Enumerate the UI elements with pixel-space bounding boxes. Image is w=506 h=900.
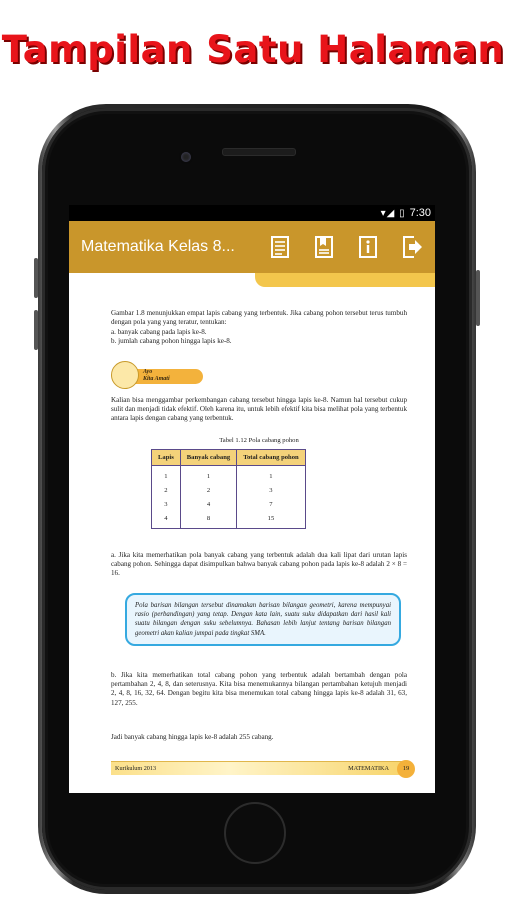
page-footer [111,761,410,775]
exit-button[interactable] [397,232,427,262]
exit-icon [401,235,423,259]
page-number: 19 [397,760,415,778]
status-time: 7:30 [409,207,431,219]
footer-subject: MATEMATIKA [348,765,389,772]
magnifier-icon [111,361,139,389]
point-b-paragraph: b. Jika kita memerhatikan total cabang pohon yang terbentuk adalah bertambah dengan pola pertambahan 2, 4, 8, dan seterusnya. Kita bisa menemukannya bilangan pertambahan ketujuh menjadi 2, 4, 8, 16, 32, 64. Dengan begitu kita bisa menemukan total cabang hingga lapis ke-8 adalah 31, 63, 127, 255. [111,671,407,707]
conclusion-paragraph: Jadi banyak cabang hingga lapis ke-8 adalah 255 cabang. [111,733,274,741]
point-a-paragraph: a. Jika kita memerhatikan pola banyak cabang yang terbentuk adalah dua kali lipat dari urutan lapis cabang pohon. Sehingga dapat disimpulkan bahwa banyak cabang pohon pada lapis ke-8 adalah 2 × 8 = 16. [111,551,407,578]
table-row: 2 2 3 [152,483,306,497]
ayo-kita-amati-badge: Ayo Kita Amati [111,361,203,387]
table-row: 4 8 15 [152,511,306,529]
intro-item-b: b. jumlah cabang pohon hingga lapis ke-8. [111,337,232,345]
promo-headline: Tampilan Satu Halaman [1,28,505,71]
list-icon [269,235,291,259]
status-bar [69,205,435,221]
table-row: 3 4 7 [152,497,306,511]
book-page[interactable] [69,289,435,793]
branch-pattern-table [151,449,306,529]
table-header: Total cabang pohon [237,450,305,466]
home-button[interactable] [224,802,286,864]
table-header: Banyak cabang [180,450,236,466]
bookmark-button[interactable] [309,232,339,262]
info-button[interactable] [353,232,383,262]
intro-paragraph: Gambar 1.8 menunjukkan empat lapis cabang yang terbentuk. Jika cabang pohon tersebut terus tumbuh dengan pola yang yang teratur, tentukan: [111,309,407,327]
volume-up-button [34,258,38,298]
phone-screen [69,205,435,793]
explanation-paragraph: Kalian bisa menggambar perkembangan cabang tersebut hingga lapis ke-8. Namun hal tersebut cukup sulit dan menjadi tidak efektif. Oleh karena itu, untuk lebih efektif kita bisa melihat pola yang terbentuk antara lapis dengan cabang yang terbentuk. [111,396,407,423]
table-of-contents-button[interactable] [265,232,295,262]
bookmark-icon [313,235,335,259]
intro-item-a: a. banyak cabang pada lapis ke-8. [111,328,207,336]
geometric-sequence-note: Pola barisan bilangan tersebut dinamakan barisan bilangan geometri, karena mempunyai rasio (perbandingan) yang tetap. Dengan kata lain, suatu suku didapatkan dari hasil kali suatu bilangan dengan suku sebelumnya. Bahasan lebih lanjut tentang barisan bilangan geometri akan kalian jumpai pada tingkat SMA. [125,593,401,646]
table-caption: Tabel 1.12 Pola cabang pohon [219,437,299,444]
table-row: 1 1 1 [152,466,306,484]
info-icon [357,235,379,259]
app-title: Matematika Kelas 8... [81,238,235,255]
power-button [476,270,480,326]
signal-battery-icons: ▾◢ ▯ [380,207,406,219]
table-header: Lapis [152,450,181,466]
footer-curriculum: Kurikulum 2013 [115,765,157,772]
front-camera [181,152,191,162]
volume-down-button [34,310,38,350]
earpiece-speaker [222,148,296,156]
app-bar [69,221,435,273]
accent-strip [255,273,435,287]
